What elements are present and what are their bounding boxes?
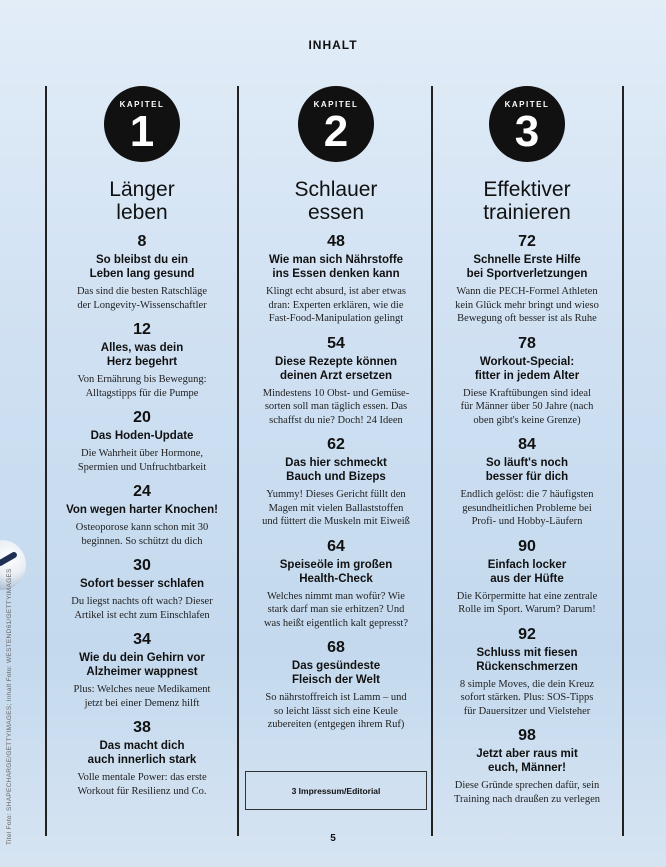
toc-page-number: 84 xyxy=(518,436,536,453)
toc-page-number: 62 xyxy=(327,436,345,453)
toc-headline: So läuft's noch besser für dich xyxy=(485,457,569,483)
toc-page-number: 24 xyxy=(133,483,151,500)
toc-headline: Alles, was dein Herz begehrt xyxy=(100,342,184,368)
toc-headline: Das hier schmeckt Bauch und Bizeps xyxy=(285,457,387,483)
toc-headline: Wie du dein Gehirn vor Alzheimer wappnest xyxy=(79,652,205,678)
toc-entry[interactable] xyxy=(52,409,232,474)
toc-headline: Diese Rezepte können deinen Arzt ersetzen xyxy=(274,355,398,382)
chapter-badge xyxy=(489,86,565,162)
toc-description: 8 simple Moves, die dein Kreuz sofort stärken. Plus: SOS-Tipps für Dauersitzer und Vielsteher xyxy=(459,678,595,717)
toc-page-number: 30 xyxy=(133,557,151,574)
chapter-badge xyxy=(298,86,374,162)
chapter-number: 2 xyxy=(323,107,349,156)
toc-entry[interactable] xyxy=(437,436,617,529)
toc-page-number: 38 xyxy=(133,719,151,736)
toc-description: Die Körpermitte hat eine zentrale Rolle im Sport. Warum? Darum! xyxy=(456,590,598,615)
toc-description: Endlich gelöst: die 7 häufigsten gesundheitlichen Probleme bei Profi- und Hobby-Läufern xyxy=(460,489,594,527)
toc-description: Du liegst nachts oft wach? Dieser Artikel ist echt zum Einschlafen xyxy=(71,596,213,621)
toc-entry[interactable] xyxy=(246,233,426,326)
chapter-label: KAPITEL xyxy=(313,100,359,109)
toc-headline: Das Hoden-Update xyxy=(90,430,194,442)
toc-entry[interactable] xyxy=(437,335,617,428)
toc-page-number: 54 xyxy=(327,334,345,352)
toc-entry[interactable] xyxy=(52,719,232,798)
photo-credit: Titel Foto: SHAPECHARGE/GETTYIMAGES; Inhalt Foto: WESTEND61/GETTYIMAGES xyxy=(6,568,13,845)
toc-description: Volle mentale Power: das erste Workout für Resilienz und Co. xyxy=(77,772,207,797)
toc-page-number: 34 xyxy=(133,631,151,648)
toc-headline: So bleibst du ein Leben lang gesund xyxy=(89,254,195,280)
toc-description: Die Wahrheit über Hormone, Spermien und Unfruchtbarkeit xyxy=(77,448,207,473)
toc-description: Osteoporose kann schon mit 30 beginnen. So schützt du dich xyxy=(75,522,209,547)
chapter-label: KAPITEL xyxy=(504,100,550,109)
toc-page-number: 12 xyxy=(133,321,151,338)
toc-page-number: 8 xyxy=(137,233,147,250)
chapter-number: 1 xyxy=(129,107,155,156)
toc-description: Diese Gründe sprechen dafür, sein Training nach draußen zu verlegen xyxy=(454,780,600,805)
imprint-box[interactable] xyxy=(245,771,427,810)
toc-page-number: 90 xyxy=(518,537,536,555)
toc-headline: Workout-Special: fitter in jedem Alter xyxy=(474,355,580,382)
chapter-number: 3 xyxy=(514,107,540,156)
toc-headline: Jetzt aber raus mit euch, Männer! xyxy=(476,748,578,774)
toc-headline: Einfach locker aus der Hüfte xyxy=(487,558,567,585)
toc-headline: Wie man sich Nährstoffe ins Essen denken kann xyxy=(268,254,404,280)
toc-page-number: 92 xyxy=(518,625,536,643)
toc-page-number: 48 xyxy=(327,233,345,250)
toc-headline: Das macht dich auch innerlich stark xyxy=(87,740,197,766)
imprint-label: 3 Impressum/Editorial xyxy=(291,785,381,796)
toc-description: Welches nimmt man wofür? Wie stark darf man sie erhitzen? Und was heißt eigentlich kalt gepresst? xyxy=(263,590,409,629)
toc-description: Wann die PECH-Formel Athleten kein Glück mehr bringt und wieso Bewegung oft besser ist als Ruhe xyxy=(455,286,599,324)
toc-page-number: 78 xyxy=(518,334,536,352)
toc-description: Yummy! Dieses Gericht füllt den Magen mit vielen Ballaststoffen und füttert die Muskeln mit Eiweiß xyxy=(262,489,410,527)
column-rule xyxy=(431,86,433,836)
chapter-title: Länger leben xyxy=(109,178,175,224)
toc-description: So nährstoffreich ist Lamm – und so leicht lässt sich eine Keule zubereiten (entgegen ihrem Ruf) xyxy=(265,692,407,730)
toc-page-number: 64 xyxy=(327,537,345,555)
page-number: 5 xyxy=(330,833,336,844)
toc-entry[interactable] xyxy=(246,538,426,631)
toc-entry[interactable] xyxy=(52,483,232,548)
toc-entry[interactable] xyxy=(437,626,617,719)
chapter-column-3 xyxy=(437,86,617,806)
column-rule xyxy=(622,86,624,836)
toc-entry[interactable] xyxy=(52,631,232,710)
toc-entry[interactable] xyxy=(246,639,426,732)
toc-entry[interactable] xyxy=(437,727,617,806)
toc-page-number: 98 xyxy=(518,727,536,744)
toc-headline: Von wegen harter Knochen! xyxy=(66,504,218,516)
toc-entry[interactable] xyxy=(246,436,426,529)
toc-entry[interactable] xyxy=(52,321,232,400)
column-rule xyxy=(45,86,47,836)
chapter-badge xyxy=(104,86,180,162)
toc-description: Mindestens 10 Obst- und Gemüse- sorten soll man täglich essen. Das schaffst du nie? Doch! 24 Ideen xyxy=(262,387,410,426)
page-header: INHALT xyxy=(308,38,358,52)
toc-page-number: 68 xyxy=(327,639,345,656)
chapter-label: KAPITEL xyxy=(119,100,165,109)
toc-headline: Schluss mit fiesen Rückenschmerzen xyxy=(476,646,578,673)
toc-description: Plus: Welches neue Medikament jetzt bei einer Demenz hilft xyxy=(73,684,211,709)
toc-headline: Sofort besser schlafen xyxy=(80,578,204,590)
toc-entry[interactable] xyxy=(246,335,426,428)
toc-entry[interactable] xyxy=(437,538,617,617)
toc-entry[interactable] xyxy=(52,233,232,312)
toc-description: Von Ernährung bis Bewegung: Alltagstipps für die Pumpe xyxy=(77,374,207,399)
toc-entry[interactable] xyxy=(52,557,232,622)
toc-description: Das sind die besten Ratschläge der Longevity-Wissenschaftler xyxy=(76,286,208,311)
chapter-title: Effektiver trainieren xyxy=(483,178,571,224)
chapter-column-2 xyxy=(246,86,426,732)
chapter-column-1 xyxy=(52,86,232,798)
column-rule xyxy=(237,86,239,836)
ball-photo xyxy=(0,540,26,590)
toc-headline: Speiseöle im großen Health-Check xyxy=(279,558,393,585)
toc-description: Diese Kraftübungen sind ideal für Männer über 50 Jahre (nach oben gibt's keine Grenze) xyxy=(460,387,594,426)
chapter-title: Schlauer essen xyxy=(294,178,378,224)
toc-headline: Das gesündeste Fleisch der Welt xyxy=(291,660,381,686)
toc-entry[interactable] xyxy=(437,233,617,326)
toc-description: Klingt echt absurd, ist aber etwas dran: Experten erklären, wie die Fast-Food-Manipulation gelingt xyxy=(266,286,406,324)
toc-page-number: 20 xyxy=(133,409,151,426)
toc-headline: Schnelle Erste Hilfe bei Sportverletzungen xyxy=(466,254,588,280)
toc-page-number: 72 xyxy=(518,233,536,250)
